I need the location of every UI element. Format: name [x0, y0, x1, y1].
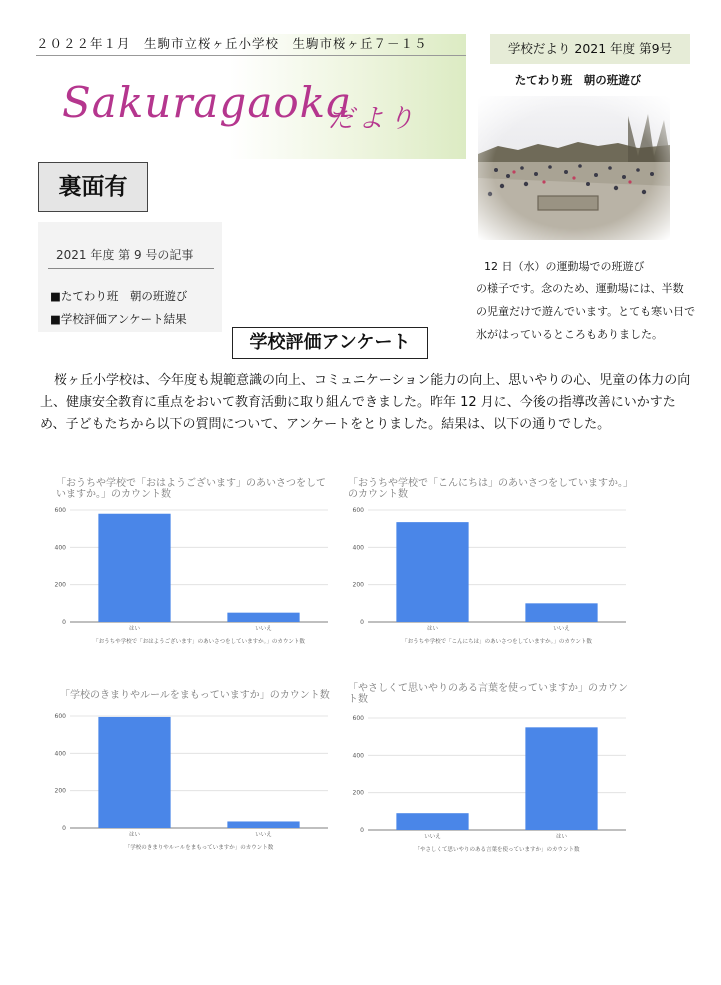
- y-tick-label: 600: [352, 715, 364, 722]
- header-rule: [36, 55, 466, 56]
- chart-1-plot: [36, 500, 336, 650]
- survey-section-title: 学校評価アンケート: [232, 327, 428, 359]
- issue-number: 学校だより 2021 年度 第9号: [490, 34, 690, 64]
- bar: [525, 603, 597, 622]
- x-tick-label: はい: [426, 626, 439, 632]
- bar: [396, 813, 468, 830]
- y-tick-label: 0: [62, 825, 66, 832]
- chart-title: 「学校のきまりやルールをまもっていますか」のカウント数: [60, 690, 330, 701]
- x-axis-label: 「学校のきまりやルールをまもっていますか」のカウント数: [124, 845, 274, 851]
- x-tick-label: はい: [128, 626, 141, 632]
- bar: [227, 821, 299, 828]
- y-tick-label: 200: [352, 789, 364, 797]
- photo-caption-line: の児童だけで遊んでいます。とても寒い日で: [476, 305, 696, 318]
- y-tick-label: 200: [352, 581, 364, 589]
- bar: [227, 613, 299, 622]
- x-tick-label: いいえ: [255, 626, 272, 632]
- x-tick-label: いいえ: [553, 626, 570, 632]
- photo-caption-line: 12 日（水）の運動場での班遊び: [484, 260, 645, 273]
- chart-4: [348, 683, 630, 705]
- y-tick-label: 0: [360, 827, 364, 834]
- y-tick-label: 600: [54, 713, 66, 720]
- chart-4-plot: [334, 708, 634, 858]
- toc-title: 2021 年度 第 9 号の記事: [56, 248, 194, 262]
- y-tick-label: 400: [352, 544, 364, 552]
- y-tick-label: 600: [352, 507, 364, 514]
- y-tick-label: 600: [54, 507, 66, 514]
- playground-photo: [478, 96, 670, 240]
- toc-item: ■たてわり班 朝の班遊び: [50, 289, 188, 303]
- y-tick-label: 0: [360, 619, 364, 626]
- survey-intro-paragraph: 桜ヶ丘小学校は、今年度も規範意識の向上、コミュニケーション能力の向上、思いやりの心、児童の体力の向上、健康安全教育に重点をおいて教育活動に取り組んできました。昨年 12 月に、今後の指導改善にいかすため、子どもたちから以下の質問について、アンケートをとりました。結果は、以下の通りでした。: [40, 373, 691, 432]
- header-date-school: ２０２２年１月 生駒市立桜ヶ丘小学校 生駒市桜ヶ丘７－１５: [36, 36, 428, 51]
- y-tick-label: 200: [54, 581, 66, 589]
- toc-item: ■学校評価アンケート結果: [50, 312, 187, 326]
- toc-divider: [48, 268, 214, 269]
- chart-1: [56, 478, 334, 500]
- chart-title: 「やさしくて思いやりのある言葉を使っていますか」のカウント数: [348, 683, 628, 705]
- photo-title: たてわり班 朝の班遊び: [514, 73, 642, 87]
- bar: [396, 522, 468, 622]
- bar: [98, 514, 170, 622]
- x-tick-label: いいえ: [424, 834, 441, 840]
- y-tick-label: 400: [352, 752, 364, 760]
- newsletter-logo: Sakuragaoka: [62, 78, 353, 127]
- chart-3: [60, 690, 338, 701]
- x-axis-label: 「おうちや学校で「こんにちは」のあいさつをしていますか。」のカウント数: [402, 639, 592, 645]
- chart-2: [348, 478, 630, 500]
- photo-caption-line: の様子です。念のため、運動場には、半数: [476, 282, 684, 295]
- y-tick-label: 400: [54, 544, 66, 552]
- x-axis-label: 「おうちや学校で「おはようございます」のあいさつをしていますか。」のカウント数: [93, 639, 305, 645]
- bar: [525, 727, 597, 830]
- y-tick-label: 400: [54, 750, 66, 758]
- y-tick-label: 0: [62, 619, 66, 626]
- chart-title: 「おうちや学校で「こんにちは」のあいさつをしていますか。」のカウント数: [348, 478, 628, 500]
- photo-caption-line: 氷がはっているところもありました。: [476, 328, 663, 341]
- bar: [98, 717, 170, 828]
- x-tick-label: はい: [128, 832, 141, 838]
- chart-2-plot: [334, 500, 634, 650]
- y-tick-label: 200: [54, 787, 66, 795]
- chart-3-plot: [36, 706, 336, 856]
- back-side-notice: 裏面有: [38, 162, 148, 212]
- chart-title: 「おうちや学校で「おはようございます」のあいさつをしていますか。」のカウント数: [56, 478, 326, 500]
- x-axis-label: 「やさしくて思いやりのある言葉を使っていますか」のカウント数: [414, 847, 580, 853]
- x-tick-label: はい: [555, 834, 568, 840]
- newsletter-logo-suffix: だより: [328, 104, 419, 134]
- x-tick-label: いいえ: [255, 832, 272, 838]
